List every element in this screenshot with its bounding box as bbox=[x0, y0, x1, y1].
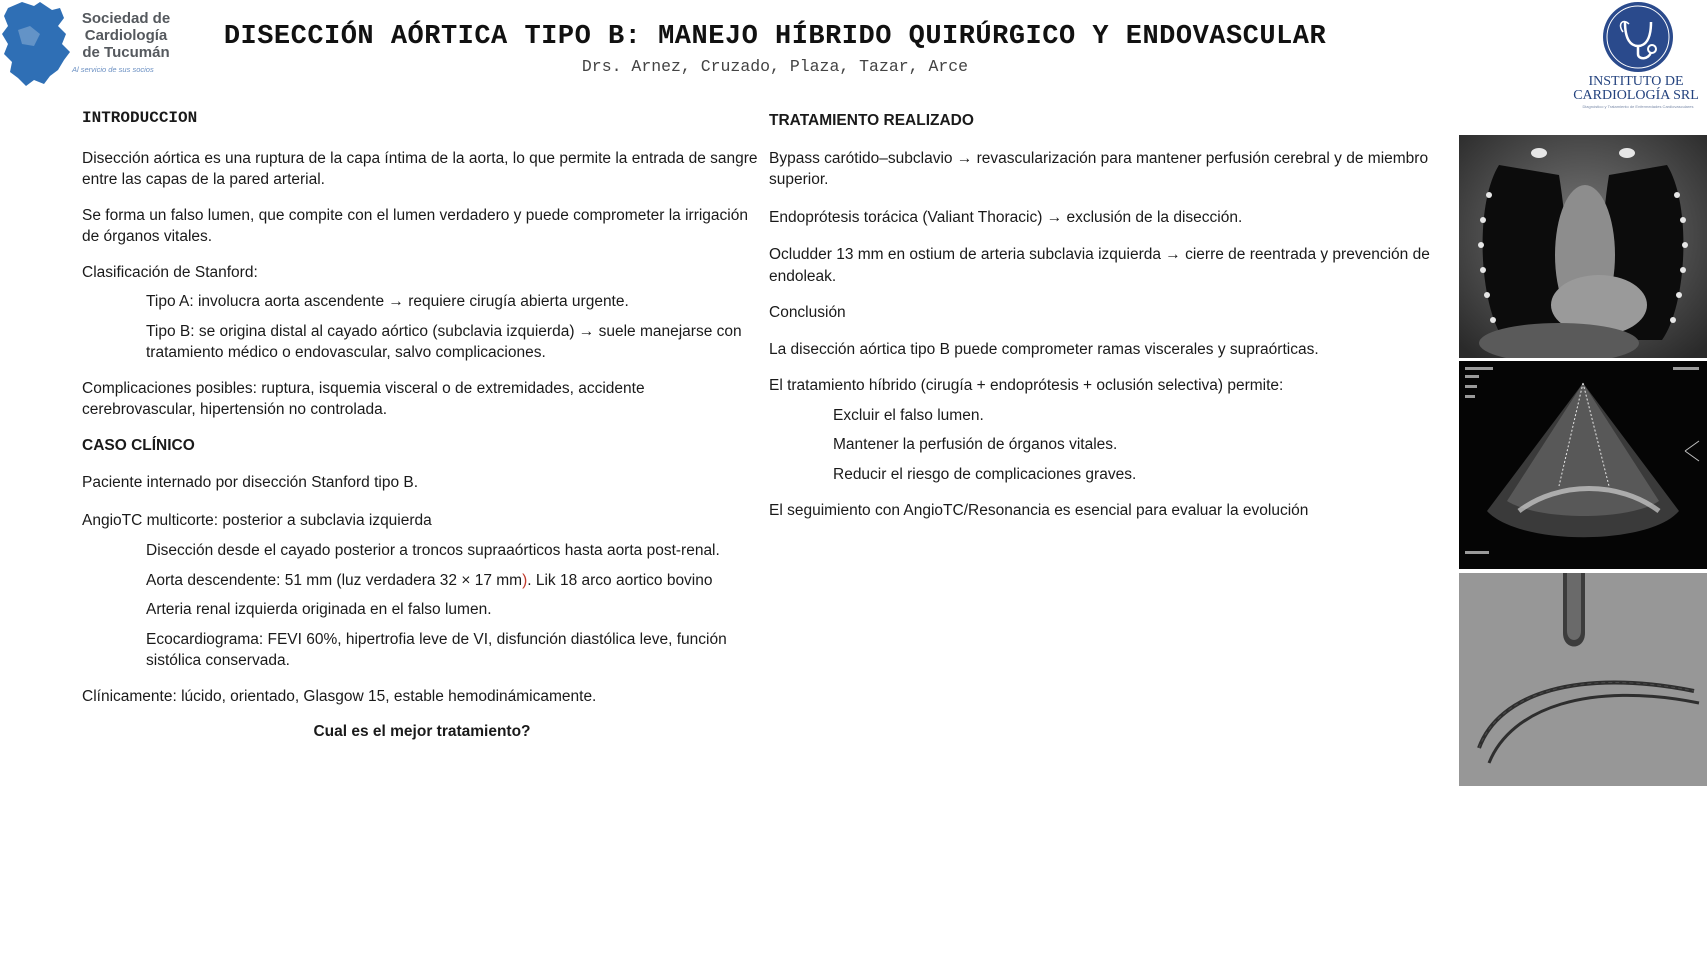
tratamiento-item-1: Bypass carótido–subclavio → revascularización para mantener perfusión cerebral y de miembro superior. bbox=[769, 149, 1429, 188]
echocardiogram-image bbox=[1459, 361, 1707, 569]
conclusion-item-2: Mantener la perfusión de órganos vitales. bbox=[833, 436, 1118, 453]
left-column bbox=[82, 108, 762, 743]
tratamiento-item-2: Endoprótesis torácica (Valiant Thoracic) → exclusión de la disección. bbox=[769, 208, 1243, 226]
stanford-label: Clasificación de Stanford: bbox=[82, 263, 258, 281]
complicaciones-paragraph: Complicaciones posibles: ruptura, isquemia visceral o de extremidades, accidente cerebrovascular, hipertensión no controlada. bbox=[82, 379, 645, 418]
question-text: Cual es el mejor tratamiento? bbox=[313, 723, 531, 740]
institute-tagline: Diagnóstico y Tratamiento de Enfermedades Cardiovasculares bbox=[1582, 104, 1694, 109]
stethoscope-heart-icon bbox=[1565, 0, 1707, 75]
conclusion-paragraph-2: El tratamiento híbrido (cirugía + endoprótesis + oclusión selectiva) permite: bbox=[769, 377, 1284, 394]
tipo-a-item: Tipo A: involucra aorta ascendente → requiere cirugía abierta urgente. bbox=[146, 293, 629, 310]
right-column bbox=[769, 110, 1449, 522]
conclusion-paragraph-3: El seguimiento con AngioTC/Resonancia es esencial para evaluar la evolución bbox=[769, 502, 1309, 519]
introduccion-heading: INTRODUCCION bbox=[82, 109, 198, 127]
conclusion-item-1: Excluir el falso lumen. bbox=[833, 406, 984, 424]
tipo-b-item: Tipo B: se origina distal al cayado aórtico (subclavia izquierda) → suele manejarse con tratamiento médico o endovascular, salvo complicaciones. bbox=[146, 322, 742, 361]
conclusion-item-3: Reducir el riesgo de complicaciones graves. bbox=[833, 465, 1137, 483]
clinica-paragraph: Clínicamente: lúcido, orientado, Glasgow 15, estable hemodinámicamente. bbox=[82, 687, 597, 705]
tratamiento-item-3: Ocludder 13 mm en ostium de arteria subclavia izquierda → cierre de reentrada y prevención de endoleak. bbox=[769, 246, 1430, 285]
society-slogan: Al servicio de sus socios bbox=[72, 65, 154, 74]
poster-authors: Drs. Arnez, Cruzado, Plaza, Tazar, Arce bbox=[581, 57, 969, 76]
ecocardiograma-item: Ecocardiograma: FEVI 60%, hipertrofia leve de VI, disfunción diastólica leve, función sistólica conservada. bbox=[146, 630, 727, 669]
tratamiento-heading: TRATAMIENTO REALIZADO bbox=[769, 112, 974, 129]
society-name: Sociedad de Cardiología de Tucumán bbox=[81, 10, 171, 61]
caso-clinico-heading: CASO CLÍNICO bbox=[82, 436, 195, 454]
logo-sociedad-cardiologia-tucuman bbox=[0, 0, 170, 92]
diseccion-item: Disección desde el cayado posterior a troncos supraaórticos hasta aorta post-renal. bbox=[146, 542, 720, 559]
logo-instituto-cardiologia bbox=[1565, 0, 1707, 110]
angiography-image bbox=[1459, 573, 1707, 786]
poster-title: DISECCIÓN AÓRTICA TIPO B: MANEJO HÍBRIDO QUIRÚRGICO Y ENDOVASCULAR bbox=[223, 22, 1327, 52]
institute-name: INSTITUTO DE CARDIOLOGÍA SRL bbox=[1573, 74, 1699, 103]
aorta-descendente-item bbox=[82, 570, 762, 592]
aorta-lik-text: . Lik 18 arco aortico bovino bbox=[527, 571, 713, 589]
intro-paragraph-2: Se forma un falso lumen, que compite con el lumen verdadero y puede comprometer la irrigación de órganos vitales. bbox=[82, 206, 748, 245]
aorta-measure-text: Aorta descendente: 51 mm (luz verdadera 32 × 17 mm bbox=[146, 571, 523, 589]
angiotc-label: AngioTC multicorte: posterior a subclavia izquierda bbox=[82, 511, 432, 529]
intro-paragraph-1: Disección aórtica es una ruptura de la capa íntima de la aorta, lo que permite la entrada de sangre entre las capas de la pared arterial. bbox=[82, 149, 758, 188]
conclusion-heading: Conclusión bbox=[769, 304, 846, 321]
arteria-renal-item: Arteria renal izquierda originada en el falso lumen. bbox=[146, 601, 492, 618]
tucuman-map-icon bbox=[0, 0, 80, 90]
aorta-paren: ) bbox=[522, 571, 528, 589]
caso-paragraph: Paciente internado por disección Stanford tipo B. bbox=[82, 474, 419, 491]
conclusion-paragraph-1: La disección aórtica tipo B puede comprometer ramas viscerales y supraórticas. bbox=[769, 340, 1319, 358]
ct-coronal-image bbox=[1459, 135, 1707, 358]
